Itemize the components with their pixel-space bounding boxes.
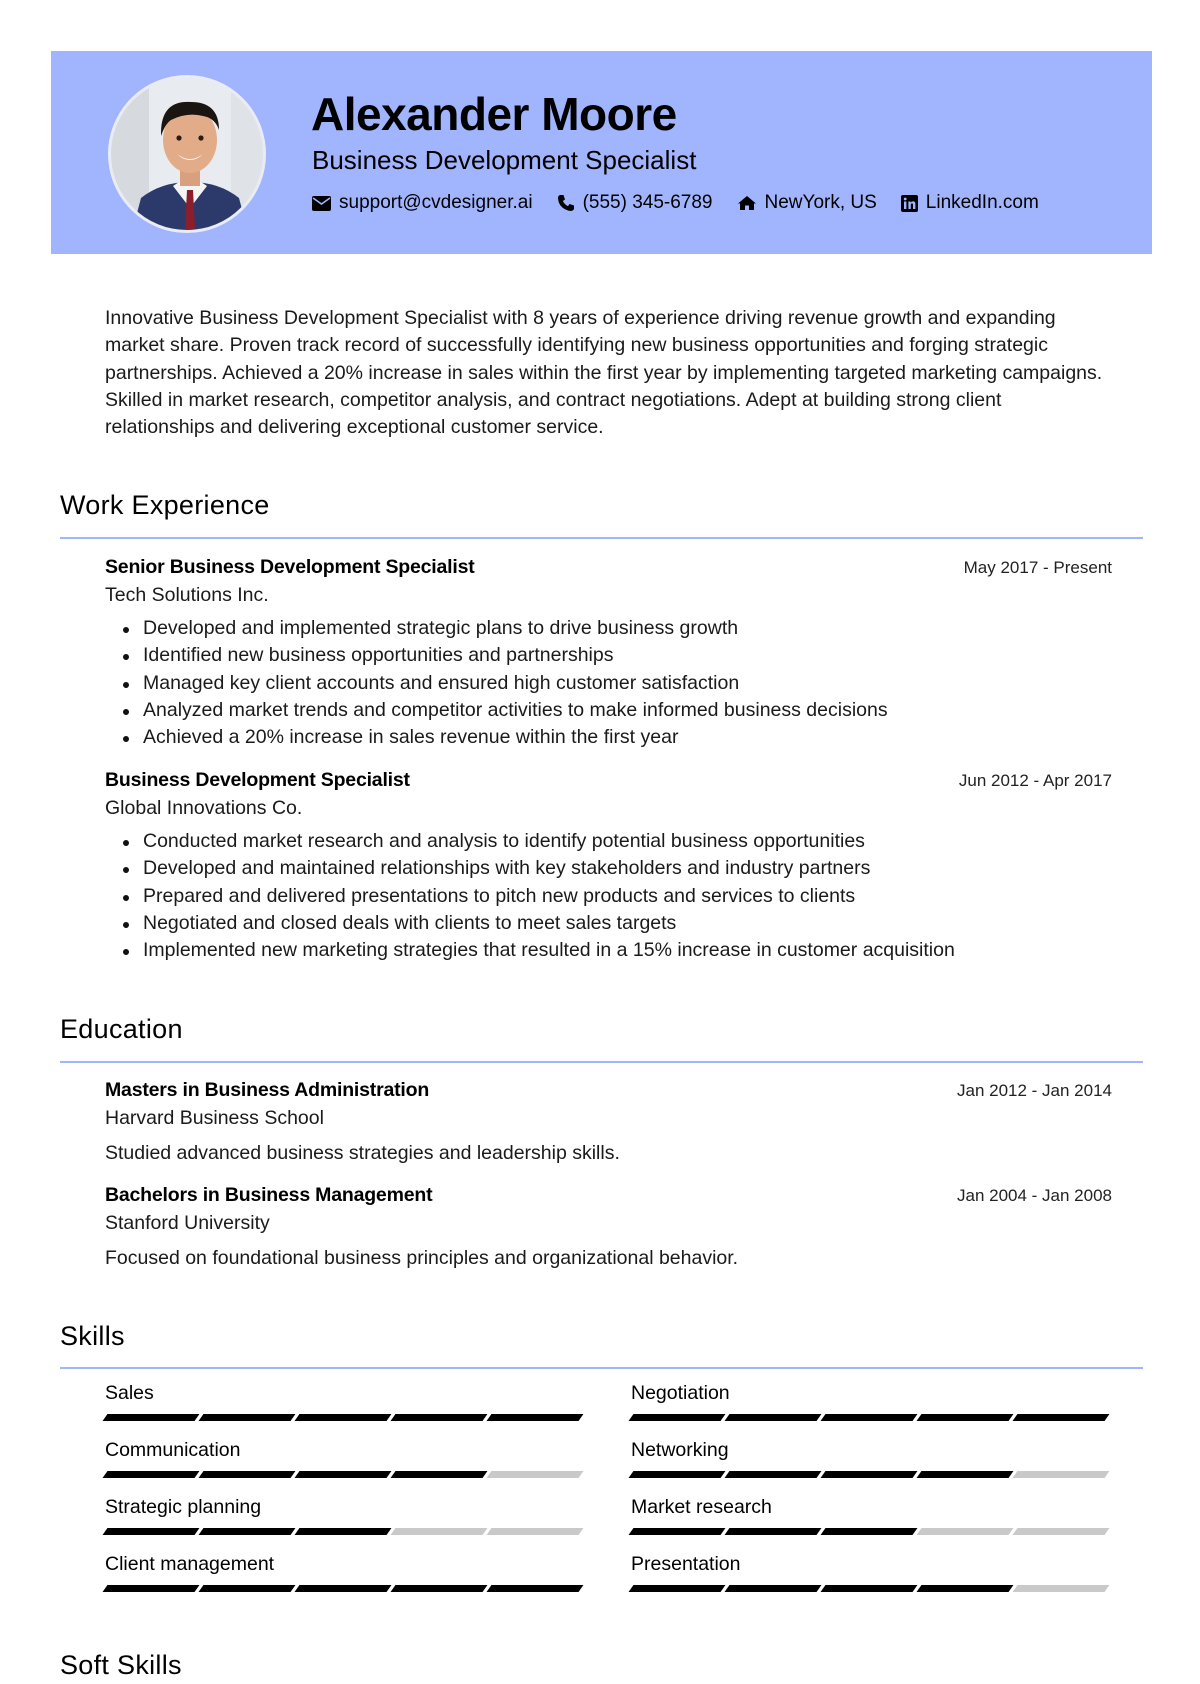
- job-bullet: Analyzed market trends and competitor activities to make informed business decisions: [105, 697, 1112, 724]
- skill-name: Negotiation: [631, 1382, 730, 1404]
- skill-item: [105, 1496, 585, 1535]
- skill-level-bar: [631, 1585, 1111, 1592]
- header-banner: [51, 51, 1152, 254]
- section-title-education: Education: [60, 1014, 183, 1044]
- education-school: Stanford University: [105, 1212, 270, 1234]
- job-bullet: Prepared and delivered presentations to pitch new products and services to clients: [105, 883, 1112, 910]
- job-bullets: [105, 828, 1112, 964]
- job-bullet: Achieved a 20% increase in sales revenue within the first year: [105, 724, 1112, 751]
- skill-name: Market research: [631, 1496, 772, 1518]
- skill-name: Strategic planning: [105, 1496, 262, 1518]
- skill-item: [105, 1439, 585, 1478]
- skill-segment-filled: [917, 1471, 1014, 1478]
- contact-linkedin[interactable]: [901, 192, 1039, 214]
- skill-segment-filled: [725, 1471, 822, 1478]
- skill-level-bar: [105, 1471, 585, 1478]
- skill-segment-filled: [103, 1471, 200, 1478]
- skill-name: Networking: [631, 1439, 729, 1461]
- contact-linkedin-text: LinkedIn.com: [925, 192, 1039, 213]
- job-company: Tech Solutions Inc.: [105, 584, 269, 606]
- skill-segment-empty: [487, 1528, 584, 1535]
- section-title-soft-skills: Soft Skills: [60, 1650, 182, 1680]
- home-icon: [737, 195, 757, 211]
- education-degree: Bachelors in Business Management: [105, 1184, 433, 1206]
- job-entry: [105, 556, 1112, 751]
- skill-segment-filled: [821, 1414, 918, 1421]
- skill-item: [631, 1382, 1111, 1421]
- skill-level-bar: [631, 1414, 1111, 1421]
- skill-segment-filled: [629, 1585, 726, 1592]
- education-degree: Masters in Business Administration: [105, 1079, 430, 1101]
- job-bullet: Developed and implemented strategic plans to drive business growth: [105, 615, 1112, 642]
- job-role: Business Development Specialist: [105, 769, 410, 791]
- skill-segment-filled: [725, 1414, 822, 1421]
- job-date: Jun 2012 - Apr 2017: [958, 771, 1112, 790]
- education-entry: [105, 1184, 1112, 1270]
- skill-segment-filled: [391, 1414, 488, 1421]
- contact-email-text: support@cvdesigner.ai: [339, 192, 533, 213]
- skill-segment-filled: [199, 1414, 296, 1421]
- skill-segment-filled: [199, 1585, 296, 1592]
- candidate-title: Business Development Specialist: [312, 145, 697, 175]
- skill-segment-filled: [725, 1528, 822, 1535]
- skill-item: [105, 1382, 585, 1421]
- contact-email[interactable]: [312, 192, 533, 214]
- job-bullet: Identified new business opportunities and partnerships: [105, 642, 1112, 669]
- section-divider: [60, 537, 1143, 539]
- profile-photo: [111, 78, 266, 233]
- contact-phone-text: (555) 345-6789: [582, 192, 713, 213]
- skill-segment-empty: [487, 1471, 584, 1478]
- skill-level-bar: [631, 1471, 1111, 1478]
- skill-segment-filled: [199, 1528, 296, 1535]
- education-date: Jan 2012 - Jan 2014: [956, 1081, 1112, 1100]
- skill-segment-empty: [1013, 1528, 1110, 1535]
- skill-segment-filled: [1013, 1414, 1110, 1421]
- skill-segment-filled: [487, 1585, 584, 1592]
- skill-segment-filled: [629, 1528, 726, 1535]
- education-description: Focused on foundational business principles and organizational behavior.: [105, 1247, 739, 1269]
- skill-segment-filled: [391, 1471, 488, 1478]
- envelope-icon: [312, 196, 331, 211]
- skill-segment-filled: [103, 1585, 200, 1592]
- skill-segment-empty: [917, 1528, 1014, 1535]
- job-company: Global Innovations Co.: [105, 797, 303, 819]
- skill-name: Sales: [105, 1382, 154, 1404]
- skill-item: [631, 1439, 1111, 1478]
- candidate-name: Alexander Moore: [311, 88, 677, 140]
- section-title-work: Work Experience: [60, 490, 270, 520]
- job-role: Senior Business Development Specialist: [105, 556, 475, 578]
- skill-segment-filled: [103, 1528, 200, 1535]
- education-description: Studied advanced business strategies and leadership skills.: [105, 1142, 620, 1164]
- job-bullet: Developed and maintained relationships with key stakeholders and industry partners: [105, 855, 1112, 882]
- job-bullet: Conducted market research and analysis to identify potential business opportunities: [105, 828, 1112, 855]
- skill-name: Presentation: [631, 1553, 741, 1575]
- skill-segment-empty: [1013, 1471, 1110, 1478]
- skill-segment-filled: [629, 1414, 726, 1421]
- skill-segment-filled: [199, 1471, 296, 1478]
- contact-row: [312, 192, 1063, 214]
- skill-segment-filled: [295, 1471, 392, 1478]
- skill-segment-filled: [725, 1585, 822, 1592]
- skill-segment-filled: [391, 1585, 488, 1592]
- skill-level-bar: [105, 1585, 585, 1592]
- contact-location-text: NewYork, US: [764, 192, 877, 213]
- contact-phone[interactable]: [557, 192, 713, 214]
- skill-segment-filled: [103, 1414, 200, 1421]
- skill-name: Client management: [105, 1553, 275, 1575]
- section-title-skills: Skills: [60, 1321, 125, 1351]
- job-bullet: Implemented new marketing strategies that resulted in a 15% increase in customer acquisition: [105, 937, 1112, 964]
- skill-segment-filled: [295, 1528, 392, 1535]
- section-divider: [60, 1061, 1143, 1063]
- job-bullets: [105, 615, 1112, 751]
- education-entry: [105, 1079, 1112, 1165]
- section-divider: [60, 1367, 1143, 1369]
- job-entry: [105, 769, 1112, 964]
- skill-name: Communication: [105, 1439, 241, 1461]
- education-date: Jan 2004 - Jan 2008: [956, 1186, 1112, 1205]
- education-school: Harvard Business School: [105, 1107, 324, 1129]
- skill-segment-filled: [487, 1414, 584, 1421]
- skill-item: [631, 1553, 1111, 1592]
- skill-segment-filled: [295, 1414, 392, 1421]
- contact-location: [737, 192, 877, 214]
- skill-segment-filled: [917, 1585, 1014, 1592]
- job-bullet: Negotiated and closed deals with clients to meet sales targets: [105, 910, 1112, 937]
- skill-segment-filled: [821, 1471, 918, 1478]
- phone-icon: [557, 194, 575, 212]
- skill-segment-filled: [821, 1585, 918, 1592]
- skill-item: [105, 1553, 585, 1592]
- job-bullet: Managed key client accounts and ensured high customer satisfaction: [105, 670, 1112, 697]
- job-date: May 2017 - Present: [963, 558, 1112, 577]
- linkedin-icon: [901, 195, 918, 212]
- skill-level-bar: [105, 1414, 585, 1421]
- skill-segment-filled: [821, 1528, 918, 1535]
- avatar: [108, 75, 266, 233]
- skill-level-bar: [105, 1528, 585, 1535]
- skill-segment-empty: [1013, 1585, 1110, 1592]
- skill-segment-filled: [295, 1585, 392, 1592]
- skill-segment-empty: [391, 1528, 488, 1535]
- skill-item: [631, 1496, 1111, 1535]
- profile-summary: Innovative Business Development Specialist with 8 years of experience driving revenue growth and expanding market share. Proven track record of successfully identifying new business opportunities and forging strategic partnerships. Achieved a 20% increase in sales within the first year by implementing targeted marketing campaigns. Skilled in market research, competitor analysis, and contract negotiations. Adept at building strong client relationships and delivering exceptional customer service.: [105, 307, 1103, 439]
- skill-segment-filled: [917, 1414, 1014, 1421]
- skill-segment-filled: [629, 1471, 726, 1478]
- skill-level-bar: [631, 1528, 1111, 1535]
